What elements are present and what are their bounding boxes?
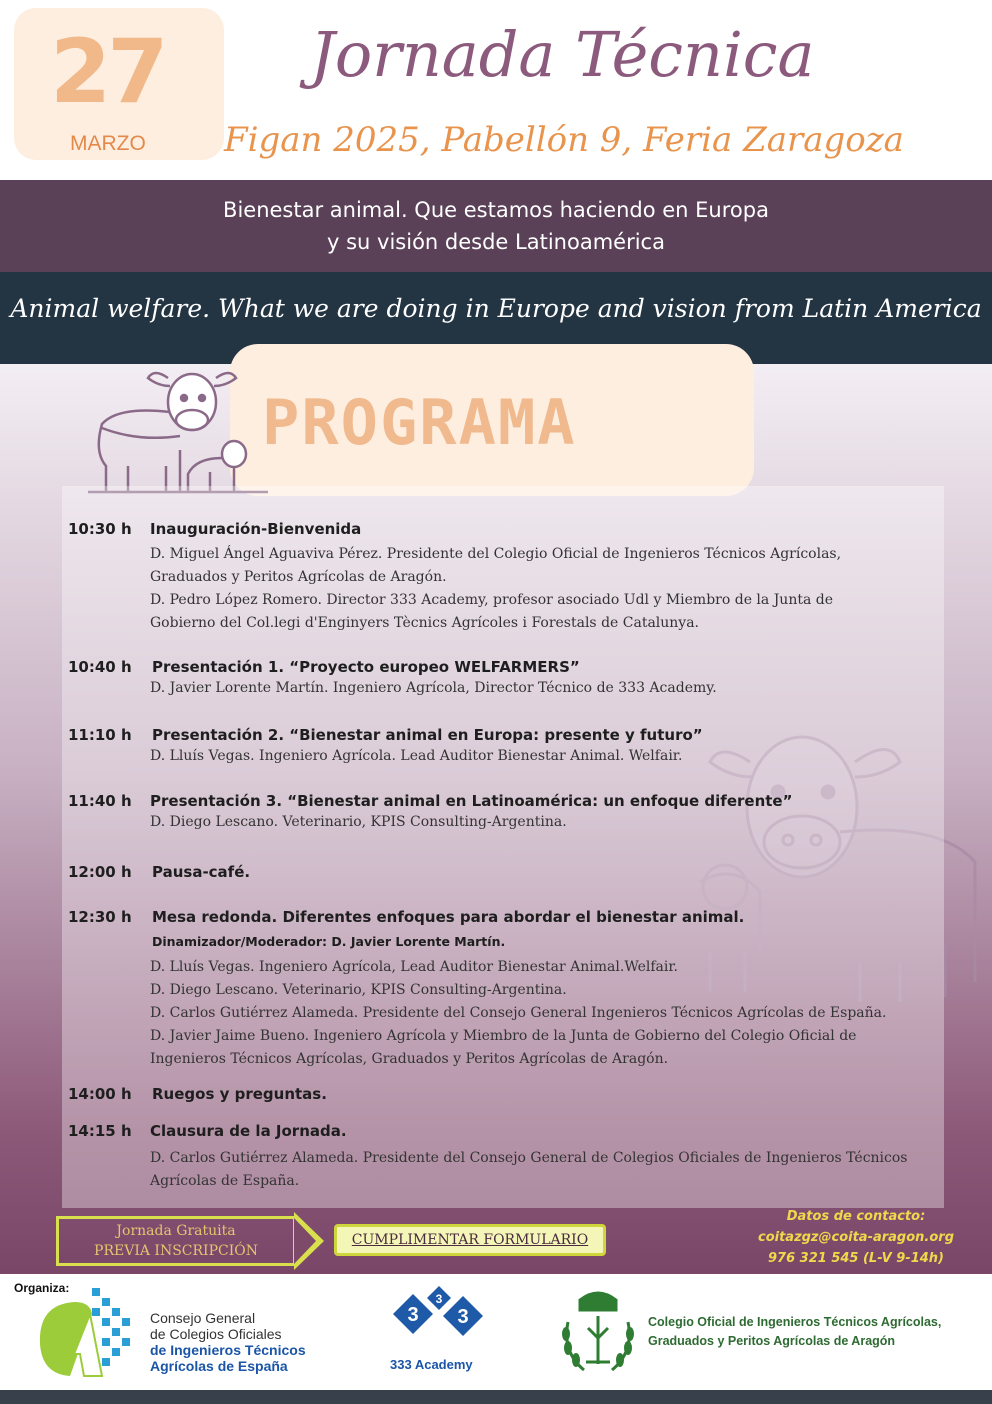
schedule-time: 11:40 h bbox=[68, 792, 132, 810]
schedule-desc bbox=[150, 745, 930, 768]
programa-heading: PROGRAMA bbox=[262, 386, 577, 459]
contact-info bbox=[736, 1206, 976, 1269]
schedule-time: 11:10 h bbox=[68, 726, 132, 744]
cgc-line: de Colegios Oficiales bbox=[150, 1326, 282, 1342]
cow-top-icon bbox=[88, 362, 268, 502]
desc-line: Agrícolas de España. bbox=[150, 1173, 300, 1189]
schedule-heading: Ruegos y preguntas. bbox=[152, 1085, 327, 1103]
spanish-topic-band bbox=[0, 180, 992, 272]
date-day: 27 bbox=[50, 20, 165, 123]
schedule-time: 12:00 h bbox=[68, 863, 132, 881]
desc-line: D. Javier Lorente Martín. Ingeniero Agrícola, Director Técnico de 333 Academy. bbox=[150, 680, 717, 696]
desc-line: Ingenieros Técnicos Agrícolas, Graduados y Peritos Agrícolas de Aragón. bbox=[150, 1051, 669, 1067]
free-event-notice bbox=[56, 1216, 296, 1266]
page-title: Jornada Técnica bbox=[310, 18, 815, 91]
free-line1: Jornada Gratuita bbox=[116, 1223, 236, 1239]
desc-line: D. Carlos Gutiérrez Alameda. Presidente del Consejo General Ingenieros Técnicos Agrícolas de España. bbox=[150, 1005, 887, 1021]
topic-es-line2: y su visión desde Latinoamérica bbox=[327, 230, 665, 254]
academy-digit: 3 bbox=[435, 1292, 443, 1306]
schedule-heading: Mesa redonda. Diferentes enfoques para abordar el bienestar animal. bbox=[152, 908, 745, 926]
schedule-moderator: Dinamizador/Moderador: D. Javier Lorente Martín. bbox=[152, 934, 506, 949]
english-topic-band: Animal welfare. What we are doing in Europe and vision from Latin America bbox=[0, 272, 992, 364]
schedule-heading: Pausa-café. bbox=[152, 863, 251, 881]
event-location: Figan 2025, Pabellón 9, Feria Zaragoza bbox=[224, 120, 904, 160]
desc-line: D. Carlos Gutiérrez Alameda. Presidente del Consejo General de Colegios Oficiales de Ingenieros Técnicos bbox=[150, 1150, 908, 1166]
schedule-heading: Presentación 1. “Proyecto europeo WELFARMERS” bbox=[152, 658, 580, 676]
organizers-label: Organiza: bbox=[14, 1281, 70, 1295]
desc-line: Graduados y Peritos Agrícolas de Aragón. bbox=[150, 569, 447, 585]
schedule-heading: Clausura de la Jornada. bbox=[150, 1122, 347, 1140]
schedule-time: 14:00 h bbox=[68, 1085, 132, 1103]
schedule-desc bbox=[150, 677, 930, 700]
schedule-desc bbox=[150, 811, 930, 834]
contact-phone: 976 321 545 (L-V 9-14h) bbox=[768, 1251, 944, 1266]
desc-line: D. Miguel Ángel Aguaviva Pérez. Presidente del Colegio Oficial de Ingenieros Técnicos Agrícolas, bbox=[150, 546, 842, 562]
schedule-heading: Inauguración-Bienvenida bbox=[150, 520, 362, 538]
schedule-time: 14:15 h bbox=[68, 1122, 132, 1140]
contact-email[interactable]: coitazgz@coita-aragon.org bbox=[757, 1230, 955, 1245]
coita-line: Graduados y Peritos Agrícolas de Aragón bbox=[648, 1334, 896, 1348]
topic-es-line1: Bienestar animal. Que estamos haciendo en Europa bbox=[223, 198, 769, 222]
schedule-time: 12:30 h bbox=[68, 908, 132, 926]
schedule-time: 10:30 h bbox=[68, 520, 132, 538]
coita-line: Colegio Oficial de Ingenieros Técnicos Agrícolas, bbox=[648, 1315, 942, 1329]
coita-crest-icon bbox=[554, 1282, 642, 1378]
desc-line: D. Javier Jaime Bueno. Ingeniero Agrícola y Miembro de la Junta de Gobierno del Colegio Oficial de bbox=[150, 1028, 857, 1044]
schedule-heading: Presentación 2. “Bienestar animal en Europa: presente y futuro” bbox=[152, 726, 703, 744]
contact-title: Datos de contacto: bbox=[786, 1209, 926, 1224]
cgc-line: Consejo General bbox=[150, 1310, 256, 1326]
registration-form-button[interactable]: CUMPLIMENTAR FORMULARIO bbox=[334, 1224, 606, 1256]
schedule-time: 10:40 h bbox=[68, 658, 132, 676]
academy-digit: 3 bbox=[407, 1304, 419, 1326]
desc-line: D. Lluís Vegas. Ingeniero Agrícola, Lead Auditor Bienestar Animal.Welfair. bbox=[150, 959, 678, 975]
desc-line: Gobierno del Col.legi d'Enginyers Tècnics Agrícoles i Forestals de Catalunya. bbox=[150, 615, 700, 631]
cgc-line: Agrícolas de España bbox=[150, 1358, 288, 1374]
arrow-inner-shape bbox=[294, 1218, 316, 1264]
academy-name: 333 Academy bbox=[390, 1357, 473, 1372]
desc-line: D. Lluís Vegas. Ingeniero Agrícola. Lead Auditor Bienestar Animal. Welfair. bbox=[150, 748, 683, 764]
academy-digit: 3 bbox=[457, 1306, 469, 1328]
free-line2: PREVIA INSCRIPCIÓN bbox=[94, 1243, 258, 1259]
schedule-heading: Presentación 3. “Bienestar animal en Latinoamérica: un enfoque diferente” bbox=[150, 792, 793, 810]
coita-name bbox=[648, 1313, 941, 1351]
schedule-desc bbox=[150, 1147, 930, 1193]
desc-line: D. Pedro López Romero. Director 333 Academy, profesor asociado Udl y Miembro de la Junta de bbox=[150, 592, 834, 608]
desc-line: D. Diego Lescano. Veterinario, KPIS Consulting-Argentina. bbox=[150, 814, 567, 830]
schedule-desc bbox=[150, 956, 930, 1071]
desc-line: D. Diego Lescano. Veterinario, KPIS Consulting-Argentina. bbox=[150, 982, 567, 998]
academy-logo-icon bbox=[383, 1284, 495, 1356]
cgc-logo-icon bbox=[30, 1284, 140, 1380]
date-month: MARZO bbox=[70, 132, 146, 155]
cgc-name bbox=[150, 1310, 306, 1374]
schedule-desc bbox=[150, 543, 930, 635]
bottom-bar bbox=[0, 1390, 992, 1404]
cgc-line: de Ingenieros Técnicos bbox=[150, 1342, 306, 1358]
